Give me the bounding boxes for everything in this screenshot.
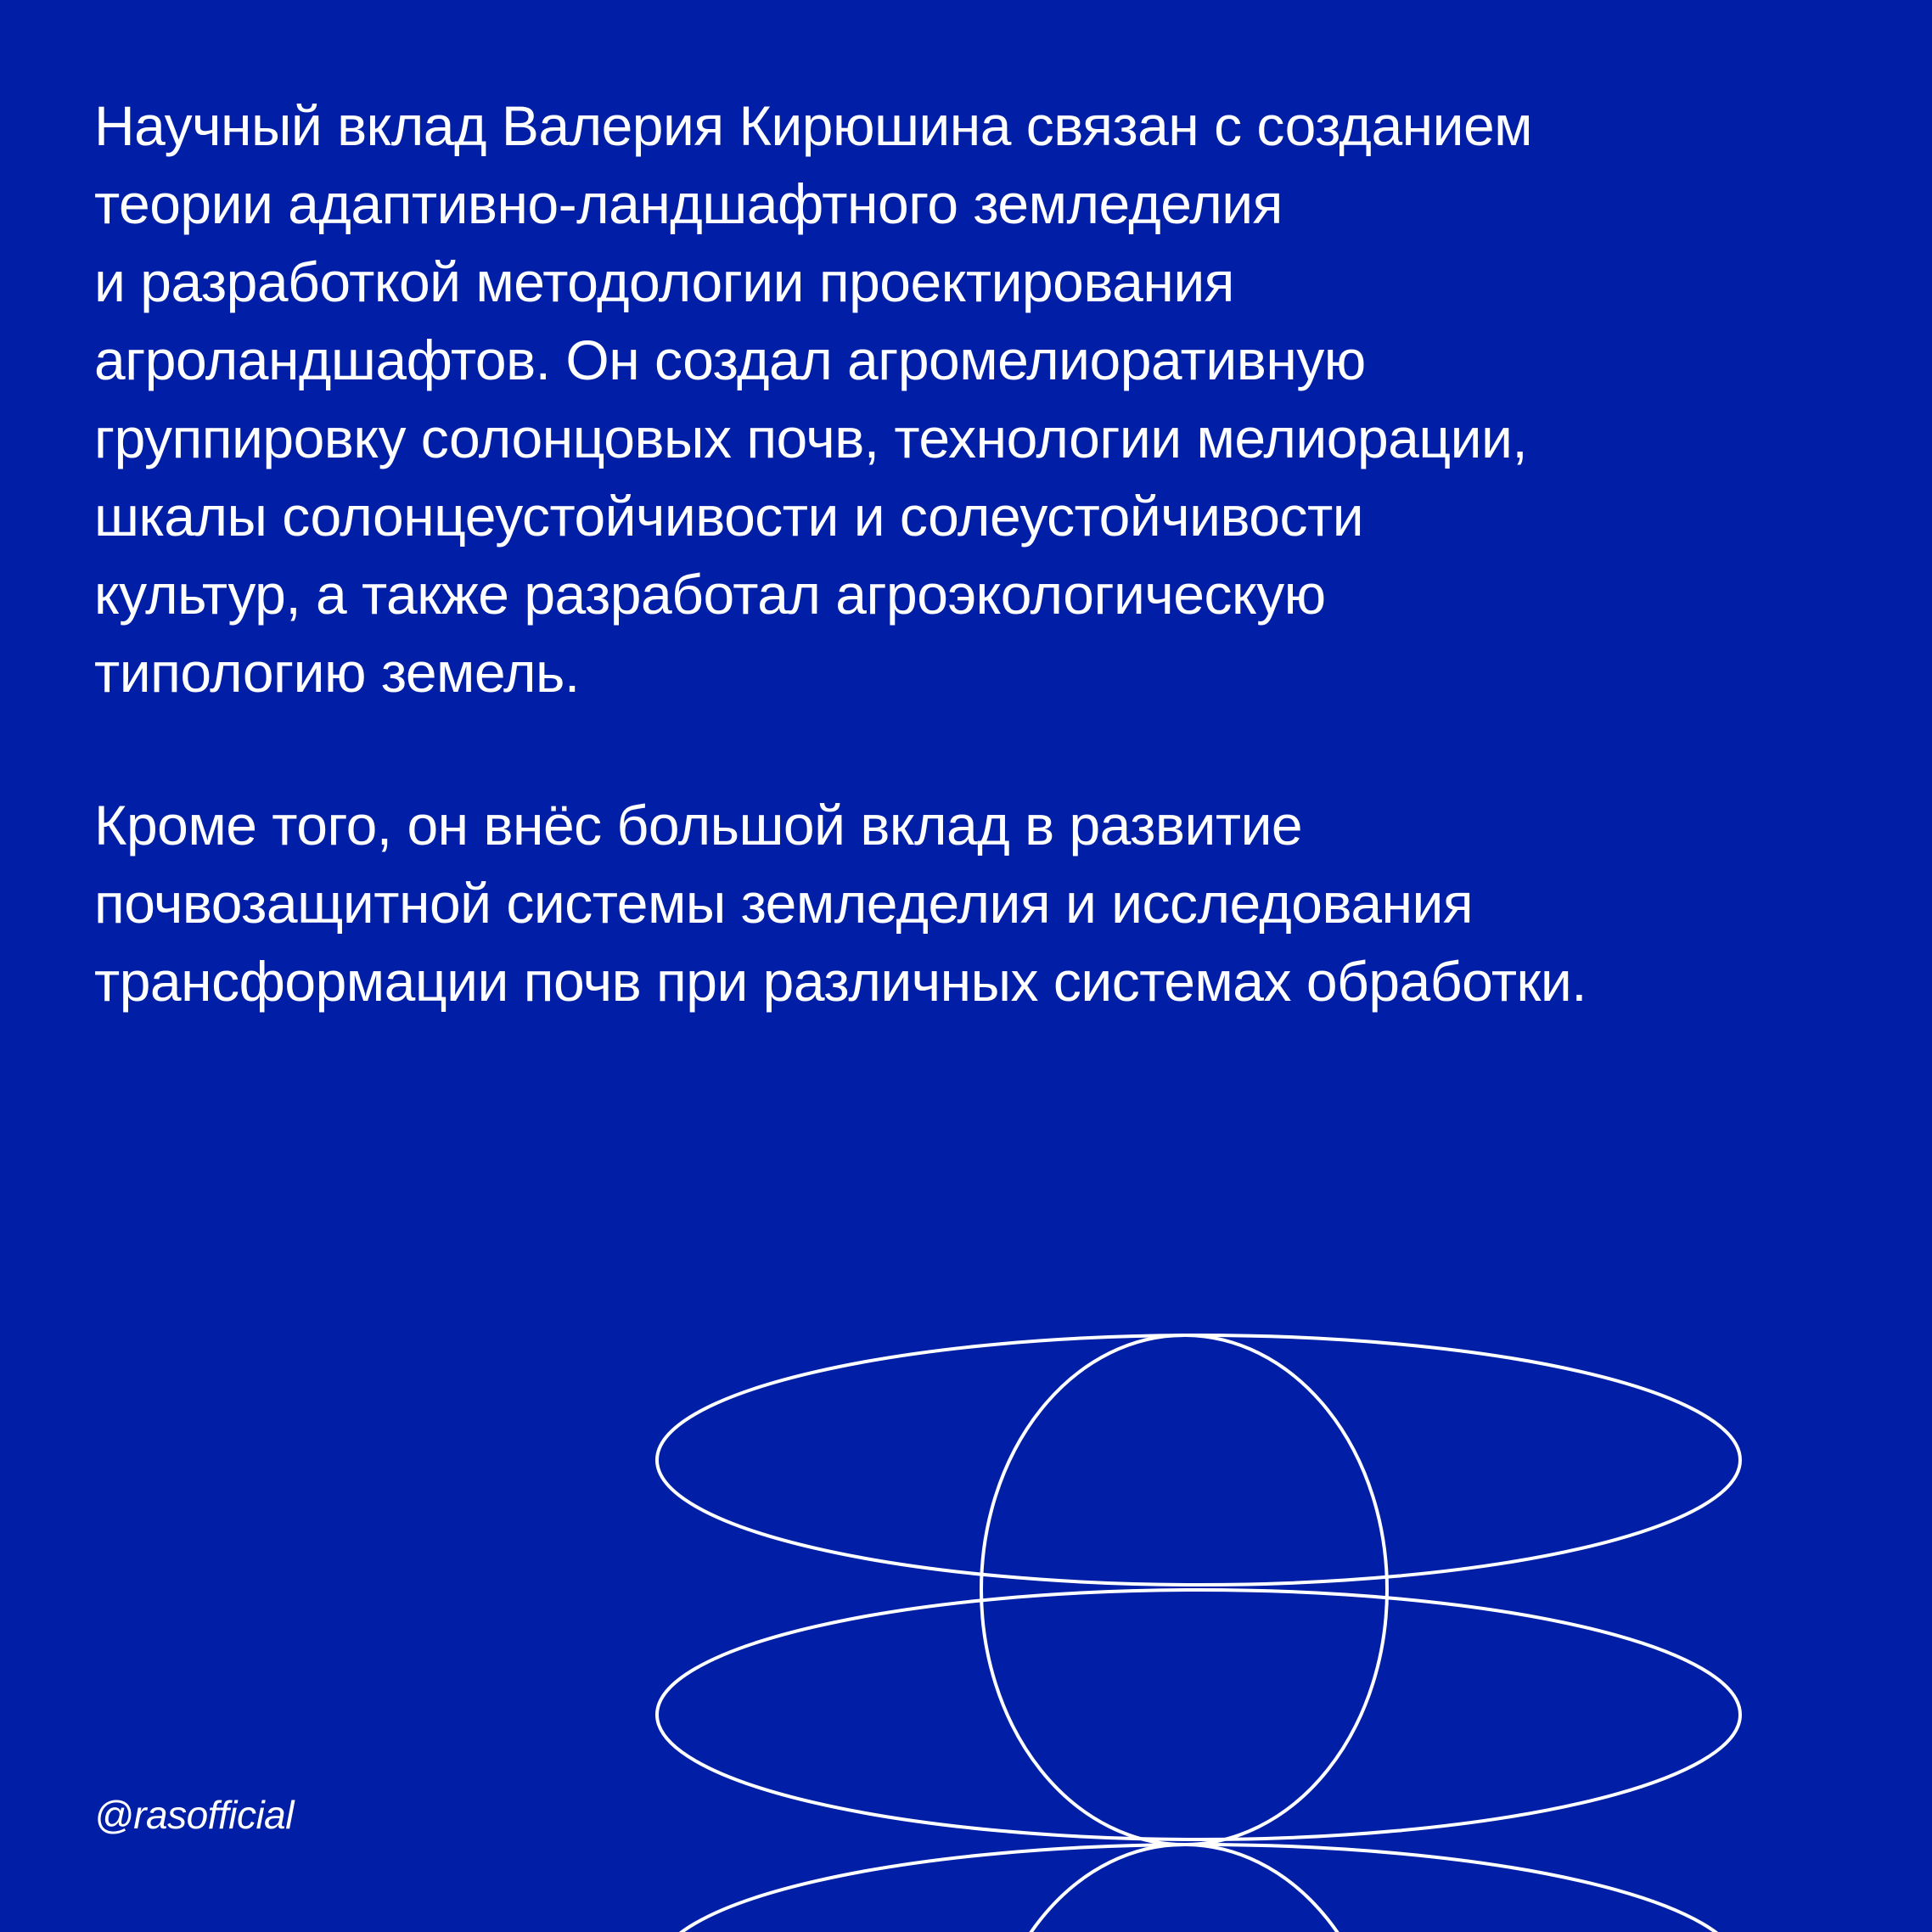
second-paragraph	[94, 786, 1860, 1020]
vertical-ellipse-upper	[981, 1335, 1387, 1845]
text-line: агроландшафтов. Он создал агромелиоративную	[94, 329, 1366, 391]
text-line: Научный вклад Валерия Кирюшина связан с созданием	[94, 94, 1533, 157]
text-line: и разработкой методологии проектирования	[94, 250, 1234, 313]
intro-paragraph	[94, 87, 1860, 711]
text-line: почвозащитной системы земледелия и исследования	[94, 872, 1474, 935]
text-line: шкалы солонцеустойчивости и солеустойчивости	[94, 485, 1364, 548]
horizontal-ellipse-top	[657, 1335, 1740, 1585]
text-line: группировку солонцовых почв, технологии мелиорации,	[94, 407, 1528, 469]
social-handle: @rasofficial	[94, 1793, 294, 1837]
vertical-ellipse-lower	[981, 1845, 1387, 1932]
text-line: культур, а также разработал агроэкологическую	[94, 563, 1326, 626]
text-line: типологию земель.	[94, 641, 580, 704]
horizontal-ellipse-bottom	[657, 1845, 1740, 1932]
text-line: Кроме того, он внёс большой вклад в развитие	[94, 794, 1303, 856]
horizontal-ellipse-middle	[657, 1590, 1740, 1839]
text-line: теории адаптивно-ландшафтного земледелия	[94, 172, 1283, 235]
text-line: трансформации почв при различных системах обработки.	[94, 950, 1587, 1013]
